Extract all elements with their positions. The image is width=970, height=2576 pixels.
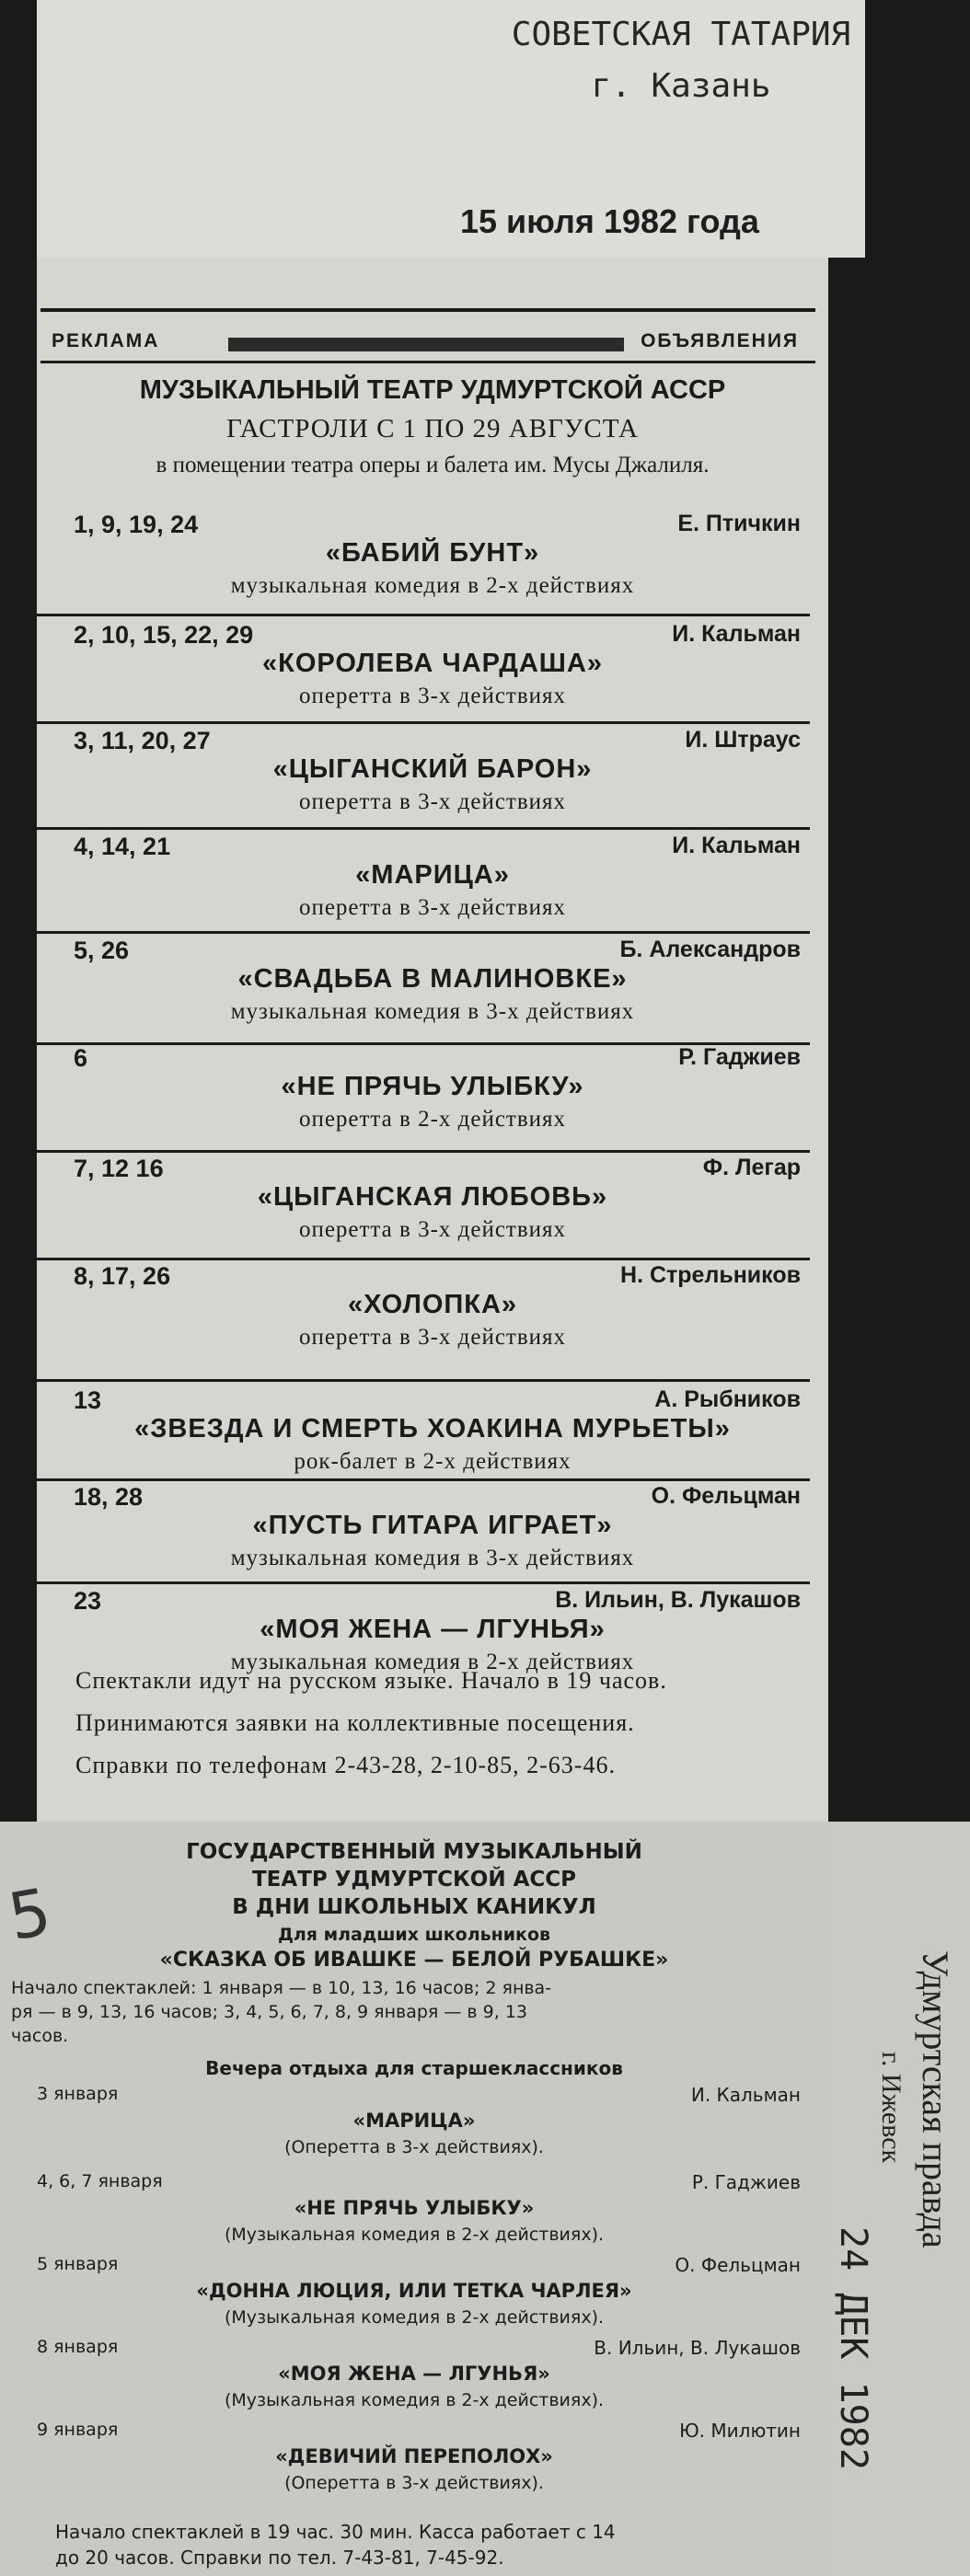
- show-title: «ЦЫГАНСКАЯ ЛЮБОВЬ»: [257, 1182, 608, 1212]
- show-dates: 4, 14, 21: [74, 833, 171, 860]
- publication-date: 15 июля 1982 года: [460, 202, 759, 240]
- divider: [37, 1478, 810, 1481]
- show-dates: 1, 9, 19, 24: [74, 511, 199, 538]
- divider: [37, 721, 810, 724]
- show-entry: [37, 1483, 828, 1584]
- show-author: Р. Гаджиев: [691, 2171, 801, 2193]
- show-genre: оперетта в 2-х действиях: [298, 1107, 567, 1132]
- kids-times: Начало спектаклей: 1 января — в 10, 13, 16 часов; 2 янва-: [11, 1978, 552, 1998]
- show-genre: оперетта в 3-х действиях: [298, 895, 567, 920]
- show-genre: рок-балет в 2-х действиях: [294, 1449, 572, 1474]
- show-author: Б. Александров: [619, 937, 801, 962]
- header-band: [228, 338, 624, 351]
- show-author: А. Рыбников: [654, 1386, 801, 1412]
- show-genre: музыкальная комедия в 3-х действиях: [230, 1546, 635, 1570]
- show-author: И. Штраус: [685, 727, 801, 753]
- handwritten-mark: 5: [3, 1873, 57, 1956]
- show-entry: [37, 833, 828, 934]
- show-genre: (Музыкальная комедия в 2-х действиях).: [224, 2307, 605, 2328]
- divider: [37, 1581, 810, 1584]
- show-author: Е. Птичкин: [677, 511, 801, 536]
- show-title: «МОЯ ЖЕНА — ЛГУНЬЯ»: [260, 1615, 606, 1644]
- show-author: И. Кальман: [690, 2084, 801, 2106]
- show-genre: оперетта в 3-х действиях: [298, 1325, 567, 1350]
- show-entry: [37, 727, 828, 830]
- show-title: «БАБИЙ БУНТ»: [325, 538, 540, 568]
- show-genre: (Оперетта в 3-х действиях).: [284, 2137, 544, 2157]
- show-genre: оперетта в 3-х действиях: [298, 1217, 567, 1242]
- show-title: «ЦЫГАНСКИЙ БАРОН»: [272, 754, 593, 784]
- show-dates: 8, 17, 26: [74, 1262, 171, 1290]
- footer-line: Принимаются заявки на коллективные посещения.: [75, 1709, 635, 1736]
- show-genre: (Оперетта в 3-х действиях).: [284, 2473, 544, 2493]
- show-dates: 7, 12 16: [74, 1155, 164, 1182]
- section-right: ОБЪЯВЛЕНИЯ: [641, 330, 799, 351]
- show-dates: 3, 11, 20, 27: [74, 727, 211, 754]
- show-entry: [37, 1386, 828, 1481]
- show-title: «КОРОЛЕВА ЧАРДАША»: [261, 649, 604, 678]
- heading-line: ТЕАТР УДМУРТСКОЙ АССР: [251, 1868, 577, 1892]
- kids-times: часов.: [11, 2026, 69, 2046]
- show-date: 3 января: [37, 2084, 119, 2104]
- show-entry: [37, 511, 828, 616]
- show-date: 4, 6, 7 января: [37, 2171, 163, 2191]
- show-title: «НЕ ПРЯЧЬ УЛЫБКУ»: [294, 2197, 535, 2219]
- show-date: 5 января: [37, 2254, 119, 2274]
- section-header: [44, 327, 799, 358]
- show-entry: [37, 1155, 828, 1260]
- show-author: И. Кальман: [672, 621, 801, 647]
- show-author: О. Фельцман: [651, 1483, 801, 1509]
- show-author: Ф. Легар: [702, 1155, 801, 1180]
- divider: [37, 931, 810, 934]
- venue: в помещении театра оперы и балета им. Мусы Джалиля.: [156, 453, 710, 477]
- theatre-name: МУЗЫКАЛЬНЫЙ ТЕАТР УДМУРТСКОЙ АССР: [139, 375, 726, 405]
- kids-times: ря — в 9, 13, 16 часов; 3, 4, 5, 6, 7, 8, 9 января — в 9, 13: [11, 2002, 528, 2022]
- subheading: Для младших школьников: [277, 1925, 551, 1945]
- newspaper-stamp: [488, 9, 874, 112]
- show-title: «МОЯ ЖЕНА — ЛГУНЬЯ»: [278, 2363, 550, 2385]
- divider: [40, 308, 815, 312]
- divider: [37, 614, 810, 616]
- show-title: «СВАДЬБА В МАЛИНОВКЕ»: [237, 964, 628, 994]
- divider: [40, 361, 815, 363]
- show-title: «ПУСТЬ ГИТАРА ИГРАЕТ»: [252, 1511, 613, 1540]
- show-author: Р. Гаджиев: [678, 1044, 801, 1070]
- show-author: Ю. Милютин: [679, 2420, 801, 2442]
- show-dates: 18, 28: [74, 1483, 144, 1511]
- show-dates: 6: [74, 1044, 88, 1072]
- show-entry: [37, 1262, 828, 1382]
- newspaper-name: СОВЕТСКАЯ ТАТАРИЯ: [511, 16, 851, 53]
- divider: [37, 827, 810, 830]
- divider: [37, 1258, 810, 1260]
- show-title: «ДЕВИЧИЙ ПЕРЕПОЛОХ»: [275, 2445, 553, 2467]
- show-genre: музыкальная комедия в 3-х действиях: [230, 999, 635, 1024]
- show-title: «НЕ ПРЯЧЬ УЛЫБКУ»: [281, 1072, 584, 1101]
- stamp-city: г. Ижевск: [876, 2052, 906, 2164]
- show-author: О. Фельцман: [675, 2254, 801, 2276]
- footer-line: Справки по телефонам 2-43-28, 2-10-85, 2-63-46.: [75, 1752, 616, 1778]
- show-dates: 5, 26: [74, 937, 130, 964]
- show-date: 9 января: [37, 2420, 119, 2440]
- show-title: «ЗВЕЗДА И СМЕРТЬ ХОАКИНА МУРЬЕТЫ»: [134, 1414, 731, 1443]
- heading-line: ГОСУДАРСТВЕННЫЙ МУЗЫКАЛЬНЫЙ: [186, 1840, 642, 1864]
- show-entry: [37, 621, 828, 724]
- show-entry: [37, 937, 828, 1045]
- stamp-date: 24 ДЕК 1982: [832, 2226, 874, 2470]
- show-genre: музыкальная комедия в 2-х действиях: [230, 573, 635, 598]
- show-title: «МАРИЦА»: [355, 860, 510, 890]
- show-genre: оперетта в 3-х действиях: [298, 684, 567, 708]
- kids-show-title: «СКАЗКА ОБ ИВАШКЕ — БЕЛОЙ РУБАШКЕ»: [159, 1949, 669, 1972]
- footer-line: Начало спектаклей в 19 час. 30 мин. Касса работает с 14: [55, 2521, 616, 2543]
- show-genre: музыкальная комедия в 2-х действиях: [230, 1650, 635, 1674]
- show-author: В. Ильин, В. Лукашов: [594, 2337, 801, 2359]
- section-left: РЕКЛАМА: [52, 330, 160, 351]
- evenings-heading: Вечера отдыха для старшеклассников: [205, 2057, 623, 2079]
- newspaper-city: г. Казань: [591, 67, 771, 105]
- show-dates: 13: [74, 1386, 102, 1414]
- show-genre: (Музыкальная комедия в 2-х действиях).: [224, 2225, 605, 2245]
- heading-line: В ДНИ ШКОЛЬНЫХ КАНИКУЛ: [232, 1895, 596, 1919]
- footer-line: до 20 часов. Справки по тел. 7-43-81, 7-45-92.: [55, 2547, 504, 2569]
- show-title: «ДОННА ЛЮЦИЯ, ИЛИ ТЕТКА ЧАРЛЕЯ»: [196, 2280, 632, 2302]
- show-genre: оперетта в 3-х действиях: [298, 789, 567, 814]
- show-dates: 23: [74, 1587, 102, 1615]
- show-entry: [37, 1587, 828, 1674]
- show-entry: [37, 1044, 828, 1153]
- show-title: «ХОЛОПКА»: [347, 1290, 518, 1319]
- show-author: В. Ильин, В. Лукашов: [555, 1587, 801, 1613]
- divider: [37, 1379, 810, 1382]
- show-title: «МАРИЦА»: [352, 2110, 476, 2132]
- show-author: И. Кальман: [672, 833, 801, 858]
- tour-dates: ГАСТРОЛИ С 1 ПО 29 АВГУСТА: [226, 414, 639, 443]
- show-author: Н. Стрельников: [620, 1262, 801, 1288]
- stamp-newspaper-name: Удмуртская правда: [915, 1950, 956, 2248]
- show-genre: (Музыкальная комедия в 2-х действиях).: [224, 2390, 605, 2410]
- divider: [37, 1150, 810, 1153]
- show-dates: 2, 10, 15, 22, 29: [74, 621, 254, 649]
- show-date: 8 января: [37, 2337, 119, 2357]
- footer-line: Спектакли идут на русском языке. Начало в 19 часов.: [75, 1667, 667, 1694]
